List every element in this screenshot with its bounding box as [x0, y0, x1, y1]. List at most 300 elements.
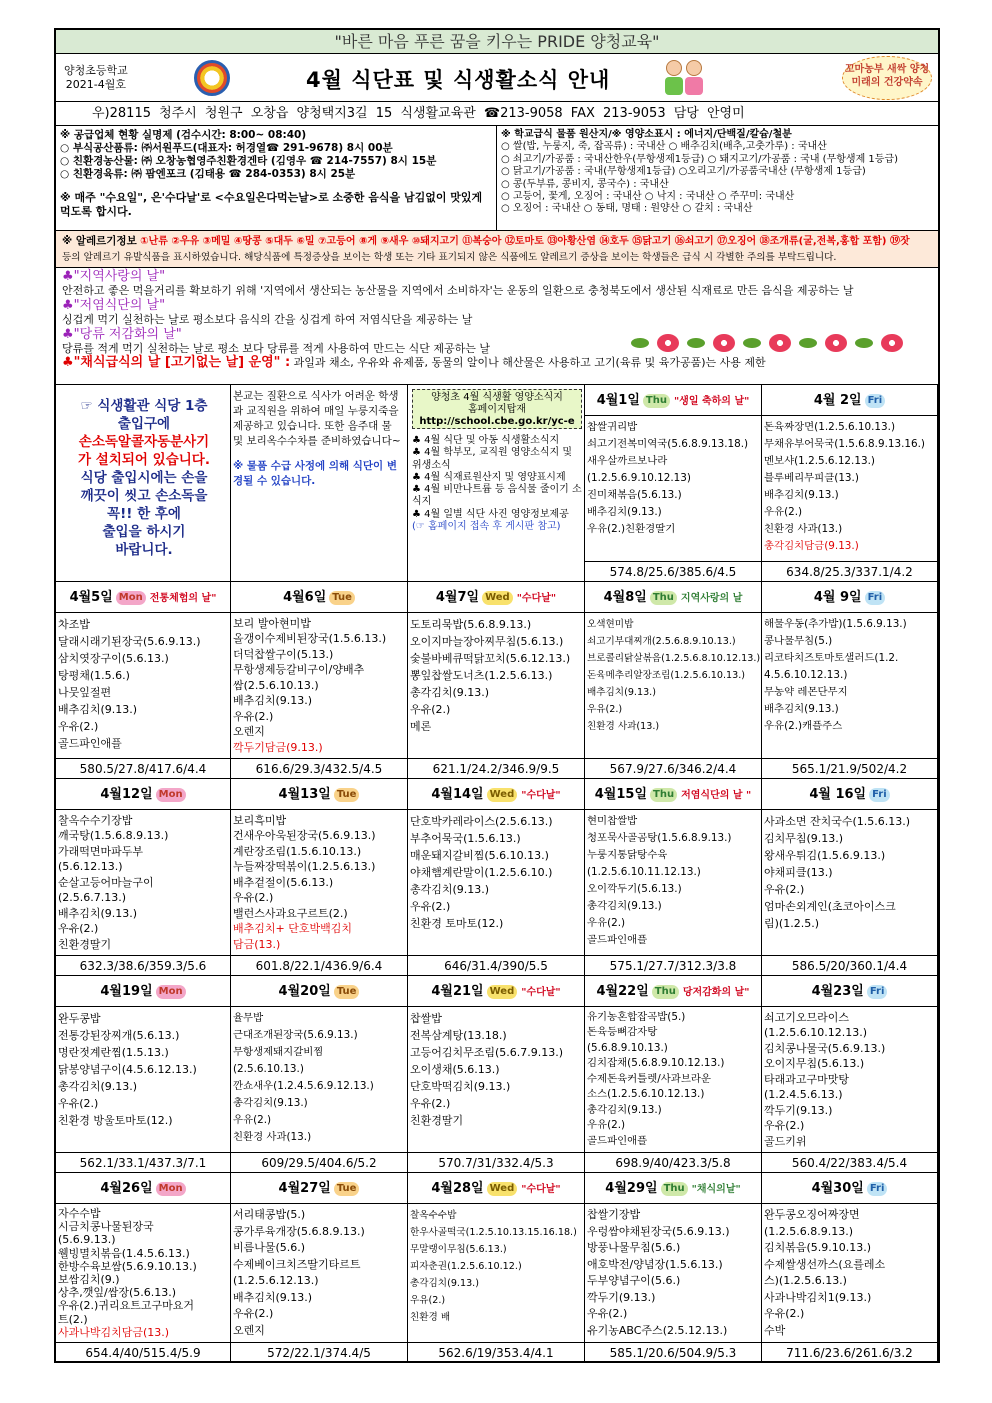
menu-item: 블루베리무피클(13.): [764, 472, 859, 484]
sanitizer-line: 가 설치되어 있습니다.: [78, 452, 210, 468]
menu-item: 총각김치(9.13.): [233, 1097, 308, 1109]
sanitizer-line: ☞ 식생활관 식당 1층: [80, 398, 208, 414]
menu-item: 총각김치(9.13.): [410, 686, 490, 699]
menu-list: [587, 616, 759, 735]
water-text: 본교는 질환으로 식사가 어려운 학생과 교직원을 위하여 매일 누룽지죽을 제공하고 있습니다. 또한 음주대 물 및 보리옥수수차를 준비하였습니다~: [233, 390, 401, 447]
menu-item: 우렁쌈야채된장국(5.6.9.13.): [587, 1224, 730, 1238]
day-theme: "수다날": [521, 1184, 561, 1195]
menu-item: 완두콩오징어짜장면: [764, 1208, 860, 1221]
weekday-badge: Fri: [865, 591, 886, 605]
menu-item: 우유(2.): [58, 720, 99, 733]
menu-list: [233, 1010, 405, 1146]
menu-item: 진미채볶음(5.6.13.): [587, 489, 682, 501]
menu-item: 타래과고구마맛탕: [764, 1072, 850, 1086]
school-name: 양청초등학교: [64, 64, 128, 77]
menu-item: 깍두기(9.13.): [587, 1290, 656, 1304]
menu-item: 가래떡면마파두부: [58, 844, 144, 858]
menu-item: 전통강된장찌개(5.6.13.): [58, 1029, 180, 1042]
notice-title: ♣"당류 저감화의 날": [62, 326, 182, 342]
children-illustration-icon: [662, 58, 706, 98]
menu-item: 계란장조림(1.5.6.10.13.): [233, 844, 362, 858]
menu-item: 배추김치(9.13.): [58, 906, 138, 920]
menu-item: 친환경딸기: [58, 937, 112, 951]
supplier-line: ○ 친환경육류: ㈜ 팜엔포크 (김태용 ☎ 284-0353) 8시 25분: [60, 168, 356, 180]
day-header: [585, 779, 761, 810]
menu-item: 차조밥: [58, 618, 90, 631]
menu-item: 보리 발아현미밥: [233, 617, 311, 630]
day-theme: 전통체험의 날": [149, 593, 217, 604]
notice-title: ♣"지역사랑의 날": [62, 269, 166, 284]
menu-item: 수제돈육커틀렛/사과브라운: [587, 1072, 711, 1085]
menu-item: 단호박카레라이스(2.5.6.13.): [410, 815, 553, 828]
menu-item: 배추김치(9.13.): [58, 703, 138, 716]
menu-item: 누룽지통닭탕수육: [587, 849, 668, 861]
nutrition-summary: 698.9/40/423.3/5.8: [585, 1152, 761, 1172]
day-date: 4월8일: [603, 590, 647, 605]
nutrition-summary: 574.8/25.6/385.6/4.5: [585, 561, 761, 581]
day-theme: "수다날": [521, 790, 561, 801]
menu-item: 오이깍두기(5.6.13.): [587, 883, 682, 895]
menu-item: 올갱이수제비된장국(1.5.6.13.): [233, 632, 387, 646]
notice-text: 안전하고 좋은 먹을거리를 확보하기 위해 '지역에서 생산되는 농산물을 지역에서 소비하자'는 운동의 일환으로 충청북도에서 생산된 식재료로 만든 음식을 제공하는 날: [62, 284, 854, 298]
menu-item: 우유(2.)캐플주스: [764, 720, 843, 732]
menu-item: 배추김치(9.13.): [587, 687, 656, 698]
day-cell: [762, 582, 938, 779]
weekday-badge: Mon: [116, 591, 146, 605]
day-cell: [56, 582, 231, 779]
day-theme: "수다날": [521, 987, 561, 998]
day-cell: [585, 385, 762, 582]
menu-list: [58, 616, 228, 752]
day-date: 4월30일: [811, 1181, 864, 1196]
weekday-badge: Wed: [487, 1182, 518, 1196]
day-cell: [408, 779, 585, 976]
menu-item: 쇠고기전복미역국(5.6.8.9.13.18.): [587, 438, 749, 450]
menu-item: 깍두기담금(9.13.): [233, 740, 323, 754]
menu-item: 오렌지: [233, 1323, 265, 1337]
day-date: 4월 9일: [813, 590, 862, 605]
menu-list: [410, 616, 582, 735]
homepage-line: 양청초 4월 식생활 영양소식지: [431, 392, 563, 403]
weekday-badge: Mon: [156, 985, 186, 999]
water-notice: [231, 385, 408, 582]
menu-item: 단호박떡김치(9.13.): [410, 1080, 511, 1093]
menu-item: 무채유부어묵국(1.5.6.8.9.13.16.): [764, 438, 925, 450]
menu-item: 친환경 사과(13.): [587, 721, 660, 732]
menu-item: (1.2.4.5.6.13.): [764, 1088, 843, 1102]
menu-item: 쇠고기오므라이스: [764, 1011, 850, 1024]
day-date: 4월13일: [278, 787, 331, 802]
sanitizer-line: 출입을 하시기: [102, 524, 186, 540]
menu-list: [410, 813, 582, 932]
badge: 꼬마농부 새싹 양청 미래의 건강약속: [842, 56, 932, 100]
menu-list: [233, 616, 405, 755]
menu-item: 우유(2.): [233, 1307, 274, 1320]
weekday-badge: Fri: [867, 985, 888, 999]
day-cell: [762, 385, 938, 582]
menu-item: 해물우동(추가밥)(1.5.6.9.13.): [764, 618, 907, 630]
weekday-badge: Fri: [867, 1182, 888, 1196]
nutrition-summary: 575.1/27.7/312.3/3.8: [585, 955, 761, 975]
menu-item: 배추김치(9.13.): [587, 506, 662, 518]
nutrition-summary: 634.8/25.3/337.1/4.2: [762, 561, 937, 581]
menu-item: 방풍나물무침(5.6.): [587, 1241, 681, 1254]
menu-item: 돈육짜장면(1.2.5.6.10.13.): [764, 421, 895, 433]
menu-item: 고등어김치무조림(5.6.7.9.13.): [410, 1046, 564, 1059]
menu-item: 한우사골떡국(1.2.5.10.13.15.16.18.): [410, 1227, 577, 1238]
menu-item: 뽕잎찹쌀도너츠(1.2.5.6.13.): [410, 669, 553, 682]
supplier-title: ※ 공급업체 현황 실명제 (검수시간: 8:00~ 08:40): [60, 129, 307, 141]
day-header: [762, 385, 937, 416]
day-date: 4월19일: [100, 984, 153, 999]
menu-item: 오색현미밥: [587, 619, 634, 630]
origin-info: [497, 126, 938, 231]
notice-text: 과일과 채소, 우유와 유제품, 동물의 알이나 해산물은 사용하고 고기(육류 및 육가공품)는 사용 제한: [293, 356, 766, 370]
weekday-badge: Wed: [487, 788, 518, 802]
slogan: "바른 마음 푸른 꿈을 키우는 PRIDE 양청교육": [56, 30, 938, 54]
day-date: 4월29일: [605, 1181, 658, 1196]
weekday-badge: Thu: [661, 1182, 688, 1196]
menu-item: (1.2.5.6.8.9.13.): [764, 1224, 854, 1238]
issue-label: 2021-4월호: [65, 78, 126, 91]
origin-line: ○ 콩(두부류, 콩비지, 콩국수) : 국내산: [501, 178, 669, 190]
menu-item: (5.6.8.9.10.13.): [587, 1041, 668, 1054]
menu-item: 야채피클(13.): [764, 866, 833, 879]
menu-item: 야채햄계란말이(1.2.5.6.10.): [410, 866, 553, 879]
menu-item: 총각김치담금(9.13.): [764, 540, 859, 552]
menu-item: (1.2.5.6.12.13.): [233, 1274, 319, 1287]
homepage-item: ♣ 4월 식재료원산지 및 영양표시제: [412, 471, 566, 483]
menu-item: 청포묵사골곰탕(1.5.6.8.9.13.): [587, 832, 732, 844]
nutrition-summary: 601.8/22.1/436.9/6.4: [231, 955, 407, 975]
flower-decoration-icon: [631, 331, 931, 355]
day-cell: [56, 779, 231, 976]
nutrition-summary: 565.1/21.9/502/4.2: [762, 758, 937, 778]
menu-item: 골드키위: [764, 1134, 807, 1148]
allergy-note: 등의 알레르기 유발식품을 표시하였습니다. 해당식품에 특정증상을 보이는 학생 또는 기타 표기되지 않은 식품에도 알레르기 증상을 보이는 학생들은 급식 시 각별한 주의를 부탁드립니다.: [62, 252, 837, 263]
day-header: [762, 779, 937, 810]
menu-item: 보쌈김치(9.): [58, 1273, 120, 1287]
menu-item: 깐쇼새우(1.2.4.5.6.9.12.13.): [233, 1080, 374, 1092]
menu-item: 우유(2.): [233, 891, 274, 905]
sanitizer-line: 출입구에: [117, 416, 171, 432]
nutrition-summary: 621.1/24.2/346.9/9.5: [408, 758, 584, 778]
page-title: 4월 식단표 및 식생활소식 안내: [306, 68, 611, 92]
day-cell: [408, 1173, 585, 1363]
menu-list: [410, 1207, 582, 1326]
menu-item: 소스(1.2.5.6.10.12.13.): [587, 1088, 705, 1101]
menu-item: 오이생채(5.6.13.): [410, 1063, 500, 1076]
menu-item: 총각김치(9.13.): [410, 883, 490, 896]
menu-item: 깍두기(9.13.): [764, 1103, 833, 1117]
school-logo-icon: [194, 60, 230, 96]
sanitizer-line: 바랍니다.: [115, 542, 173, 558]
nutrition-summary: 609/29.5/404.6/5.2: [231, 1152, 407, 1172]
notice-title: ♣"채식급식의 날 [고기없는 날] 운영" :: [62, 355, 291, 371]
menu-list: [58, 813, 228, 952]
origin-line: ○ 쌀(밥, 누룽지, 죽, 잡곡류) : 국내산 ○ 배추김치(배추,고춧가루) : 국내산: [501, 141, 827, 153]
day-cell: [585, 582, 762, 779]
menu-item: 담금(13.): [233, 937, 281, 951]
sanitizer-line: 손소독알콜자동분사기: [78, 434, 210, 450]
menu-item: 삼치엿장구이(5.6.13.): [58, 652, 169, 665]
menu-item: 우유(2.)친환경딸기: [587, 523, 676, 535]
menu-item: 총각김치(9.13.): [587, 900, 662, 912]
menu-item: 우유(2.): [764, 883, 805, 896]
menu-item: 4.5.6.10.12.13.): [764, 669, 848, 681]
origin-line: ○ 오징어 : 국내산 ○ 동태, 명태 : 원양산 ○ 갈치 : 국내산: [501, 203, 753, 215]
menu-item: 골드파인애플: [587, 1134, 648, 1147]
menu-item: 김치무침(9.13.): [764, 832, 844, 845]
weekday-badge: Thu: [650, 788, 677, 802]
day-header: [408, 779, 584, 810]
nutrition-summary: 560.4/22/383.4/5.4: [762, 1152, 937, 1172]
menu-list: [587, 813, 759, 949]
nutrition-summary: 616.6/29.3/432.5/4.5: [231, 758, 407, 778]
menu-item: 우유(2.): [410, 1295, 446, 1306]
day-date: 4월12일: [100, 787, 153, 802]
menu-item: (2.5.6.7.13.): [58, 891, 127, 905]
menu-item: 한방수육보쌈(5.6.9.10.13.): [58, 1259, 197, 1273]
menu-item: 우유(2.): [233, 709, 274, 723]
weekday-badge: Thu: [652, 985, 679, 999]
menu-item: 콩나물무침(5.): [764, 635, 833, 647]
menu-item: (2.5.6.10.13.): [233, 1063, 304, 1075]
menu-item: 돈육메추리알장조림(1.2.5.6.10.13.): [587, 670, 746, 681]
menu-item: 사과나박김치1(9.13.): [764, 1290, 872, 1304]
menu-item: 배추김치+ 단호박백김치: [233, 922, 352, 936]
day-date: 4월22일: [596, 984, 649, 999]
menu-item: 우유(2.): [410, 900, 451, 913]
nutrition-summary: 580.5/27.8/417.6/4.4: [56, 758, 230, 778]
day-cell: [408, 976, 585, 1173]
day-header: [762, 1173, 937, 1204]
notice-section: [56, 268, 938, 385]
menu-item: 우유(2.): [764, 1119, 805, 1133]
day-header: [762, 582, 937, 613]
menu-item: 찰옥수수기장밥: [58, 814, 133, 827]
menu-item: (5.6.12.13.): [58, 860, 123, 874]
day-header: [585, 385, 761, 416]
menu-item: 두부양념구이(5.6.): [587, 1274, 681, 1287]
menu-item: 배추김치(9.13.): [233, 694, 313, 708]
menu-item: 골드파인애플: [587, 934, 648, 946]
menu-item: 찹쌀밥: [410, 1012, 442, 1025]
weekday-badge: Tue: [329, 591, 355, 605]
day-date: 4월15일: [594, 787, 648, 802]
menu-item: 유기농ABC주스(2.5.12.13.): [587, 1323, 728, 1337]
menu-item: 우유(2.): [233, 1114, 272, 1126]
nutrition-summary: 586.5/20/360.1/4.4: [762, 955, 937, 975]
menu-item: 친환경 배: [410, 1312, 451, 1323]
menu-list: [410, 1010, 582, 1129]
day-cell: [56, 1173, 231, 1363]
day-header: [408, 1173, 584, 1204]
day-date: 4월23일: [811, 984, 864, 999]
menu-item: 무말랭이무침(5.6.13.): [410, 1244, 507, 1255]
day-date: 4월6일: [283, 590, 327, 605]
menu-item: 더덕찹쌀구이(5.13.): [233, 647, 334, 661]
nutrition-summary: 585.1/20.6/504.9/5.3: [585, 1342, 761, 1362]
menu-item: (1.2.5.6.10.11.12.13.): [587, 866, 701, 878]
weekday-badge: Tue: [334, 1182, 360, 1196]
menu-item: 매운돼지갈비찜(5.6.10.13.): [410, 849, 549, 862]
menu-item: 친환경딸기: [410, 1114, 464, 1127]
supplier-line: ○ 친환경농산물: ㈜ 오창농협영주친환경겐타 (김영우 ☎ 214-7557) 8시 15분: [60, 155, 437, 167]
menu-item: 닭봉양념구이(4.5.6.12.13.): [58, 1063, 197, 1076]
day-theme: "수다날": [516, 593, 557, 604]
day-date: 4월27일: [278, 1181, 331, 1196]
day-theme: 당저감화의 날": [682, 987, 750, 998]
menu-item: 우유(2.): [587, 1307, 628, 1320]
day-header: [56, 1173, 230, 1204]
notice-text: 당류를 적게 먹기 실천하는 날로 평소 보다 당류를 적게 사용하여 만드는 식단 제공하는 날: [62, 342, 490, 356]
day-date: 4월5일: [69, 590, 113, 605]
menu-list: [233, 813, 405, 952]
day-cell: [585, 1173, 762, 1363]
sanitizer-line: 깨끗이 씻고 손소독을: [80, 488, 208, 504]
day-cell: [585, 779, 762, 976]
menu-item: 완두콩밥: [58, 1012, 101, 1025]
homepage-url[interactable]: http://school.cbe.go.kr/yc-e: [419, 416, 575, 427]
day-header: [56, 779, 230, 810]
day-theme: "채식의날": [691, 1184, 741, 1195]
weekday-badge: Thu: [650, 591, 677, 605]
day-date: 4월 2일: [813, 393, 862, 408]
menu-item: 우유(2.): [764, 506, 803, 518]
allergy-items: ①난류 ②우유 ③메밀 ④땅콩 ⑤대두 ⑥밀 ⑦고등어 ⑧게 ⑨새우 ⑩돼지고기 ⑪복숭아 ⑫토마토 ⑬아황산염 ⑭호두 ⑮닭고기 ⑯쇠고기 ⑰오징어 ⑱조개류(굴,전복,홍합 포함) ⑲잣: [140, 236, 910, 247]
menu-item: 친환경 사과(13.): [233, 1131, 312, 1143]
supplier-info: [56, 126, 497, 231]
menu-item: 쌈(2.5.6.10.13.): [233, 678, 319, 692]
nutrition-summary: 572/22.1/374.4/5: [231, 1342, 407, 1362]
nutrition-summary: 562.6/19/353.4/4.1: [408, 1342, 584, 1362]
menu-item: 배추김치(9.13.): [233, 1290, 313, 1304]
menu-item: 밸런스사과요구르트(2.): [233, 906, 348, 920]
menu-list: [233, 1207, 405, 1339]
sanitizer-notice: [56, 385, 231, 582]
day-header: [231, 976, 407, 1007]
menu-item: 피자춘권(1.2.5.6.10.12.): [410, 1261, 522, 1272]
menu-item: 비름나물(5.6.): [233, 1241, 306, 1254]
day-header: [408, 582, 584, 613]
day-date: 4월21일: [431, 984, 484, 999]
menu-grid: [56, 385, 938, 1363]
homepage-item: ♣ 4월 일별 식단 사진 영양정보제공: [412, 508, 569, 520]
menu-item: 무항생제돼지갈비찜: [233, 1046, 324, 1058]
menu-item: 무항생제등갈비구이/양배추: [233, 663, 365, 677]
menu-item: 탕평채(1.5.6.): [58, 669, 130, 682]
menu-item: 김치콩나물국(5.6.9.13.): [764, 1041, 886, 1055]
header: [56, 54, 938, 102]
day-date: 4월28일: [431, 1181, 484, 1196]
menu-item: 오이지마늘장아찌무침(5.6.13.): [410, 635, 564, 648]
menu-item: 우유(2.): [410, 1097, 451, 1110]
day-header: [56, 582, 230, 613]
menu-item: 돈육등뼈감자탕: [587, 1026, 658, 1039]
menu-item: 명란젓계란찜(1.5.13.): [58, 1046, 169, 1059]
menu-item: 골드파인애플: [58, 737, 122, 750]
menu-item: 율무밥: [233, 1012, 264, 1024]
homepage-item: (☞ 홈페이지 접속 후 게시판 참고): [412, 521, 561, 533]
menu-item: (1.2.5.6.9.10.12.13): [587, 472, 691, 484]
menu-item: 우유(2.): [587, 917, 626, 929]
menu-item: 현미찹쌀밥: [587, 815, 638, 827]
origin-title: ※ 학교급식 물품 원산지/※ 영양소표시 : 에너지/단백질/칼슘/철분: [501, 129, 792, 140]
weekday-badge: Fri: [869, 788, 890, 802]
homepage-item: ♣ 4월 비만나트륨 등 음식물 줄이기 소식지: [412, 484, 582, 508]
menu-item: 달래시래기된장국(5.6.9.13.): [58, 635, 201, 648]
allergy-title: ※ 알레르기정보: [62, 235, 137, 247]
menu-item: 수제쌀생선까스(요를레소: [764, 1257, 886, 1271]
day-date: 4월1일: [596, 393, 640, 408]
menu-item: 총각김치(9.13.): [58, 1080, 138, 1093]
menu-item: 오렌지: [233, 725, 265, 739]
menu-item: 우유(2.): [587, 704, 623, 715]
menu-item: 김치볶음(5.9.10.13.): [764, 1241, 872, 1254]
origin-line: ○ 닭고기/가공품 : 국내(무항생제1등급) ○오리고기/가공품국내산 (무항생제 1등급): [501, 166, 866, 178]
menu-item: 콩가루육개장(5.6.8.9.13.): [233, 1224, 365, 1238]
menu-item: 나뭇잎절편: [58, 686, 112, 699]
menu-item: 멘보샤(1.2.5.6.12.13.): [764, 455, 875, 467]
menu-item: 트(2.): [58, 1312, 88, 1326]
day-header: [585, 582, 761, 613]
address-line: 우)28115 청주시 청원구 오창읍 양청택지3길 15 식생활교육관 ☎213-9058 FAX 213-9053 담당 안영미: [56, 102, 938, 126]
homepage-notice: [408, 385, 585, 582]
weekday-badge: Mon: [156, 788, 186, 802]
weekday-badge: Wed: [487, 985, 518, 999]
menu-item: 우유(2.)귀리요트고구마요거: [58, 1299, 194, 1313]
menu-item: 총각김치(9.13.): [410, 1278, 479, 1289]
menu-item: 새우살까르보나라: [587, 455, 668, 467]
origin-line: ○ 고등어, 꽃게, 오징어 : 국내산 ○ 낙지 : 국내산 ○ 주꾸미: 국내산: [501, 191, 795, 203]
menu-item: 오이지무침(5.6.13.): [764, 1057, 865, 1071]
menu-list: [587, 1010, 759, 1149]
day-date: 4월20일: [278, 984, 331, 999]
menu-item: 건새우아욱된장국(5.6.9.13.): [233, 829, 376, 843]
day-header: [585, 976, 761, 1007]
day-cell: [231, 779, 408, 976]
menu-list: [587, 1207, 759, 1339]
change-notice: ※ 물품 수급 사정에 의해 식단이 변경될 수 있습니다.: [233, 460, 397, 487]
nutrition-summary: 562.1/33.1/437.3/7.1: [56, 1152, 230, 1172]
menu-item: 우유(2.): [764, 1307, 805, 1320]
menu-item: 림)(1.2.5.): [764, 917, 819, 930]
menu-list: [587, 419, 759, 538]
menu-item: 우유(2.): [58, 1097, 99, 1110]
notice-title: ♣"저염식단의 날": [62, 297, 166, 313]
menu-list: [764, 1010, 935, 1149]
menu-item: (1.2.5.6.10.12.13.): [764, 1026, 868, 1040]
menu-item: 수박: [764, 1323, 786, 1337]
day-cell: [231, 976, 408, 1173]
day-header: [762, 976, 937, 1007]
menu-item: 쇠고기부대찌개(2.5.6.8.9.10.13.): [587, 636, 736, 647]
menu-item: 서리태콩밥(5.): [233, 1208, 306, 1221]
day-date: 4월26일: [100, 1181, 153, 1196]
weekday-badge: Fri: [865, 394, 886, 408]
menu-item: 누들짜장떡볶이(1.2.5.6.13.): [233, 860, 376, 874]
menu-item: 우유(2.): [410, 703, 451, 716]
menu-item: 도토리묵밥(5.6.8.9.13.): [410, 618, 532, 631]
menu-item: 배추겉절이(5.6.13.): [233, 875, 334, 889]
menu-item: 보리흑미밥: [233, 814, 287, 827]
menu-item: 리코타치즈토마토샐러드(1.2.: [764, 652, 899, 664]
sanitizer-line: 식당 출입시에는 손을: [80, 470, 208, 486]
menu-item: 사과나박김치담금(13.): [58, 1325, 170, 1339]
menu-item: 애호박전/양념장(1.5.6.13.): [587, 1257, 723, 1271]
menu-item: 찹쌀기장밥: [587, 1208, 641, 1221]
